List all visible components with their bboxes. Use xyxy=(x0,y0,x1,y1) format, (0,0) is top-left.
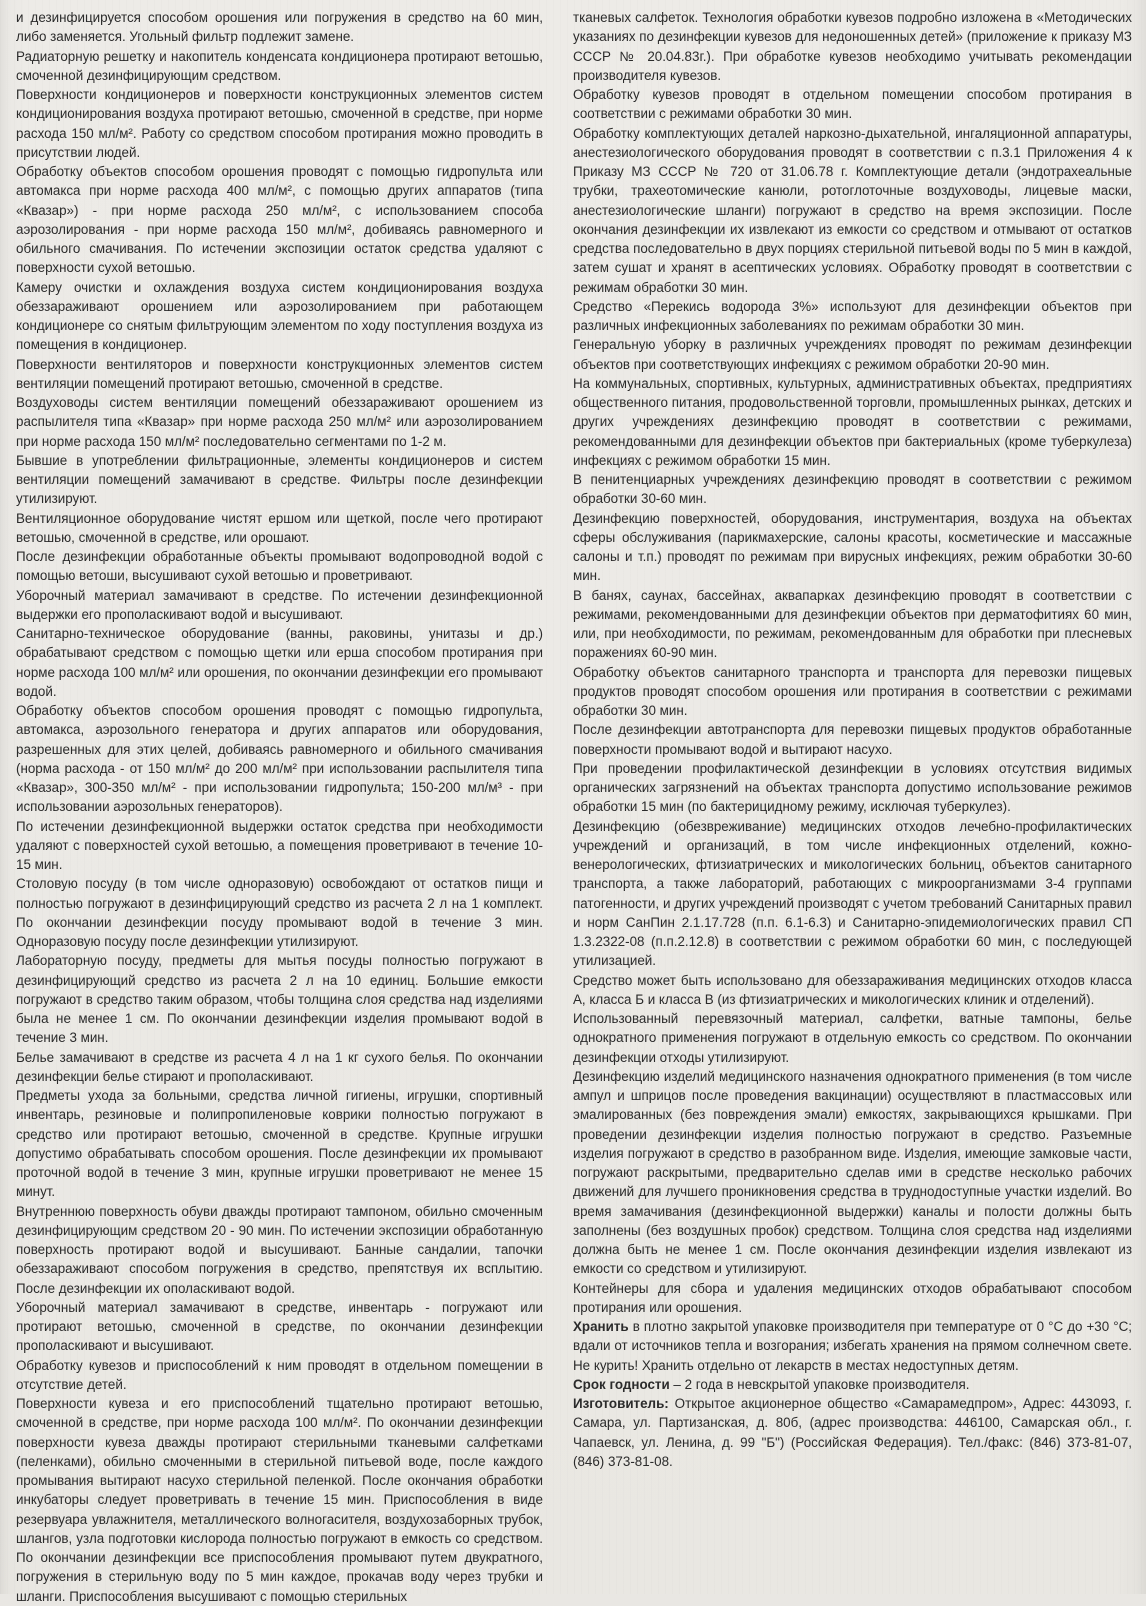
manufacturer-text: Открытое акционерное общество «Самарамедпром», Адрес: 443093, г. Самара, ул. Партизанская, д. 80б, (адрес производства: 446100, Самарская обл., г. Чапаевск, ул. Ленина, д. 99 "Б") (Российская Федерация). Тел./факс: (846) 373-81-07, (846) 373-81-08. xyxy=(573,1396,1132,1469)
paragraph: На коммунальных, спортивных, культурных, административных объектах, предприятиях общественного питания, продовольственной торговли, промышленных рынках, детских и других учреждениях дезинфекцию проводят в соответствии с режимами, рекомендованными для дезинфекции объектов при бактериальных (кроме туберкулеза) инфекциях с режимом обработки 15 мин. xyxy=(573,375,1132,468)
paragraph: Использованный перевязочный материал, салфетки, ватные тампоны, белье однократного применения погружают в отдельную емкость со средством. По окончании дезинфекции отходы утилизируют. xyxy=(573,1011,1132,1065)
paragraph: После дезинфекции обработанные объекты промывают водопроводной водой с помощью ветоши, высушивают сухой ветошью и проветривают. xyxy=(16,549,543,584)
shelf-life-text: – 2 года в невскрытой упаковке производителя. xyxy=(669,1376,970,1392)
paragraph: Обработку объектов способом орошения проводят с помощью гидропульта, автомакса, аэрозольного генератора и других аппаратов или оборудования, разрешенных для этих целей, добиваясь равномерного и обильного смачивания (норма расхода - от 150 мл/м² до 200 мл/м² при использовании распылителя типа «Квазар», 300-350 мл/м² - при использовании гидропульта; 150-200 мл/м³ - при использовании аэрозольных генераторов). xyxy=(16,703,543,815)
paragraph: Белье замачивают в средстве из расчета 4 л на 1 кг сухого белья. По окончании дезинфекции белье стирают и прополаскивают. xyxy=(16,1049,543,1084)
paragraph: Поверхности кондиционеров и поверхности конструкционных элементов систем кондиционирования воздуха протирают ветошью, смоченной в средстве, при норме расхода 150 мл/м². Работу со средством способом протирания можно проводить в присутствии людей. xyxy=(16,87,543,160)
shelf-life-label: Срок годности xyxy=(573,1376,670,1392)
paragraph: Лабораторную посуду, предметы для мытья посуды полностью погружают в дезинфицирующий средство из расчета 2 л на 10 единиц. Большие емкости погружают в средство таким образом, чтобы толщина слоя средства над изделиями была не менее 1 см. По окончании дезинфекции изделия промывают водой в течение 3 мин. xyxy=(16,953,543,1046)
paragraph: Генеральную уборку в различных учреждениях проводят по режимам дезинфекции объектов при соответствующих инфекциях с режимом обработки 20-90 мин. xyxy=(573,337,1132,372)
paragraph: Бывшие в употреблении фильтрационные, элементы кондиционеров и систем вентиляции помещений замачивают в средстве. Фильтры после дезинфекции утилизируют. xyxy=(16,452,543,507)
paragraph: тканевых салфеток. Технология обработки кувезов подробно изложена в «Методических указаниях по дезинфекции кувезов для недоношенных детей» (приложение к приказу МЗ СССР № 20.04.83г.). При обработке кувезов необходимо учитывать рекомендации производителя кувезов. xyxy=(573,10,1132,83)
paragraph: Санитарно-техническое оборудование (ванны, раковины, унитазы и др.) обрабатывают средством с помощью щетки или ерша способом протирания при норме расхода 100 мл/м² или орошения, по окончании дезинфекции его промывают водой. xyxy=(16,626,543,699)
manufacturer-paragraph xyxy=(573,1394,1132,1471)
paragraph: Дезинфекцию поверхностей, оборудования, инструментария, воздуха на объектах сферы обслуживания (парикмахерские, салоны красоты, косметические и массажные салоны и т.п.) проводят по режимам при вирусных инфекциях, режим обработки 30-60 мин. xyxy=(573,510,1132,584)
paragraph: Обработку объектов санитарного транспорта и транспорта для перевозки пищевых продуктов проводят способом орошения или протирания в соответствии с режимами обработки 30 мин. xyxy=(573,664,1132,718)
paragraph: Обработку кувезов и приспособлений к ним проводят в отдельном помещении в отсутствие детей. xyxy=(16,1357,543,1392)
paragraph: Средство может быть использовано для обеззараживания медицинских отходов класса А, класса Б и класса В (из фтизиатрических и микологических клиник и отделений). xyxy=(573,972,1132,1007)
paragraph: Уборочный материал замачивают в средстве. По истечении дезинфекционной выдержки его прополаскивают водой и высушивают. xyxy=(16,587,543,622)
paragraph: После дезинфекции автотранспорта для перевозки пищевых продуктов обработанные поверхности промывают водой и вытирают насухо. xyxy=(573,722,1132,757)
paragraph: Дезинфекцию (обезвреживание) медицинских отходов лечебно-профилактических учреждений и организаций, в том числе инфекционных отделений, кожно-венерологических, фтизиатрических и микологических больниц, объектов санитарного транспорта, а также лабораторий, работающих с микроорганизмами 3-4 группами патогенности, и других учреждений производят с учетом требований Санитарных правил и норм СанПин 2.1.17.728 (п.п. 6.1-6.3) и Санитарно-эпидемиологических правил СП 1.3.2322-08 (п.п.2.12.8) в соответствии с режимом обработки 60 мин, с последующей утилизацией. xyxy=(573,818,1132,969)
paragraph: Уборочный материал замачивают в средстве, инвентарь - погружают или протирают ветошью, смоченной в средстве, по окончании дезинфекции прополаскивают и высушивают. xyxy=(16,1299,543,1354)
right-text-column xyxy=(573,8,1146,1594)
paragraph: Внутреннюю поверхность обуви дважды протирают тампоном, обильно смоченным дезинфицирующим средством 20 - 90 мин. По истечении экспозиции обработанную поверхность протирают водой и высушивают. Банные сандалии, тапочки обеззараживают способом погружения в средство, препятствуя их всплытию. После дезинфекции их ополаскивают водой. xyxy=(16,1203,543,1296)
paragraph: Воздуховоды систем вентиляции помещений обеззараживают орошением из распылителя типа «Квазар» при норме расхода 250 мл/м² или аэрозолированием при норме расхода 150 мл/м² последовательно сегментами по 1-2 м. xyxy=(16,395,543,449)
paragraph: Столовую посуду (в том числе одноразовую) освобождают от остатков пищи и полностью погружают в дезинфицирующий средство из расчета 2 л на 1 комплект. По окончании дезинфекции посуду промывают водой в течение 3 мин. Одноразовую посуду после дезинфекции утилизируют. xyxy=(16,876,543,949)
paragraph: В пенитенциарных учреждениях дезинфекцию проводят в соответствии с режимом обработки 30-60 мин. xyxy=(573,472,1132,507)
paragraph: Дезинфекцию изделий медицинского назначения однократного применения (в том числе ампул и шприцов после проведения вакцинации) осуществляют в пластмассовых или эмалированных (без повреждения эмали) емкостях, закрывающихся крышками. При проведении дезинфекции изделия полностью погружают в средство. Разъемные изделия погружают в средство в разобранном виде. Изделия, имеющие замковые части, погружают раскрытыми, предварительно сделав ими в средстве несколько рабочих движений для лучшего проникновения средства в труднодоступные участки изделий. Во время замачивания (дезинфекционной выдержки) каналы и полости должны быть заполнены (без воздушных пробок) средством. Толщина слоя средства над изделиями должна быть не менее 1 см. После окончания дезинфекции изделия извлекают из емкости со средством и утилизируют. xyxy=(573,1068,1132,1277)
storage-text: в плотно закрытой упаковке производителя при температуре от 0 °С до +30 °С; вдали от источников тепла и возгорания; избегать хранения на прямом солнечном свете. Не курить! Хранить отдельно от лекарств в местах недоступных детям. xyxy=(573,1319,1132,1373)
paragraph: Контейнеры для сбора и удаления медицинских отходов обрабатывают способом протирания или орошения. xyxy=(573,1280,1132,1315)
paragraph: Радиаторную решетку и накопитель конденсата кондиционера протирают ветошью, смоченной дезинфицирующим средством. xyxy=(16,48,543,83)
paragraph: Поверхности кувеза и его приспособлений тщательно протирают ветошью, смоченной в средстве, при норме расхода 100 мл/м². По окончании дезинфекции поверхности кувеза дважды протирают стерильными тканевыми салфетками (пеленками), обильно смоченными в стерильной питьевой воде, после каждого промывания вытирают насухо стерильной пеленкой. После окончания обработки инкубаторы следует проветривать в течение 15 мин. Приспособления в виде резервуара увлажнителя, металлического волногасителя, воздухозаборных трубок, шлангов, узла подготовки кислорода полностью погружают в емкость со средством. По окончании дезинфекции все приспособления промывают путем двукратного, погружения в стерильную воду по 5 мин каждое, прокачав воду через трубки и шланги. Приспособления высушивают с помощью стерильных xyxy=(16,1396,543,1604)
paragraph: Поверхности вентиляторов и поверхности конструкционных элементов систем вентиляции помещений протирают ветошью, смоченной в средстве. xyxy=(16,356,543,391)
left-text-column xyxy=(0,8,573,1604)
paragraph: и дезинфицируется способом орошения или погружения в средство на 60 мин, либо заменяется. Угольный фильтр подлежит замене. xyxy=(16,10,543,45)
storage-paragraph xyxy=(573,1317,1132,1375)
paragraph: Камеру очистки и охлаждения воздуха систем кондиционирования воздуха обеззараживают орошением или аэрозолированием при работающем кондиционере со снятым фильтрующим элементом по ходу поступления воздуха из помещения в кондиционер. xyxy=(16,279,543,353)
paragraph: Предметы ухода за больными, средства личной гигиены, игрушки, спортивный инвентарь, резиновые и полипропиленовые коврики полностью погружают в средство или протирают ветошью, смоченной в средстве. Крупные игрушки допустимо обрабатывать способом орошения. После дезинфекции их промывают проточной водой в течение 3 мин, крупные игрушки проветривают не менее 15 минут. xyxy=(16,1088,543,1200)
paragraph: Вентиляционное оборудование чистят ершом или щеткой, после чего протирают ветошью, смоченной в средстве, или орошают. xyxy=(16,510,543,545)
paragraph: Обработку комплектующих деталей наркозно-дыхательной, ингаляционной аппаратуры, анестезиологического оборудования проводят в соответствии с п.3.1 Приложения 4 к Приказу МЗ СССР № 720 от 31.06.78 г. Комплектующие детали (эндотрахеальные трубки, трахеотомические канюли, ротоглоточные воздуховоды, лицевые маски, анестезиологические шланги) погружают в средство на время экспозиции. После окончания дезинфекции их извлекают из емкости со средством и отмывают от остатков средства последовательно в двух порциях стерильной питьевой воды по 5 мин в каждой, затем сушат и хранят в асептических условиях. Обработку проводят в соответствии с режимам обработки 30 мин. xyxy=(573,125,1132,295)
storage-label: Хранить xyxy=(573,1319,629,1334)
paragraph: При проведении профилактической дезинфекции в условиях отсутствия видимых органических загрязнений на объектах транспорта допустимо использование режимов обработки 15 мин (по бактерицидному режиму, исключая туберкулез). xyxy=(573,760,1132,815)
paragraph: Обработку кувезов проводят в отдельном помещении способом протирания в соответствии с режимами обработки 30 мин. xyxy=(573,87,1132,122)
paragraph: Средство «Перекись водорода 3%» используют для дезинфекции объектов при различных инфекционных заболеваниях по режимам обработки 30 мин. xyxy=(573,298,1132,333)
paragraph: По истечении дезинфекционной выдержки остаток средства при необходимости удаляют с поверхностей сухой ветошью, а помещения проветривают в течение 10-15 мин. xyxy=(16,818,543,872)
two-column-layout xyxy=(0,8,1146,1604)
manufacturer-label: Изготовитель: xyxy=(573,1396,669,1411)
paragraph: Обработку объектов способом орошения проводят с помощью гидропульта или автомакса при норме расхода 400 мл/м², с помощью других аппаратов (типа «Квазар») - при норме расхода 250 мл/м², с использованием способа аэрозолирования - при норме расхода 150 мл/м², добиваясь равномерного и обильного смачивания. По истечении экспозиции остаток средства удаляют с поверхности сухой ветошью. xyxy=(16,164,543,276)
shelf-life-paragraph xyxy=(573,1375,1132,1394)
paragraph: В банях, саунах, бассейнах, аквапарках дезинфекцию проводят в соответствии с режимами, рекомендованными для дезинфекции объектов при дерматофитиях 60 мин, или, при необходимости, по режимам, рекомендованным для обработки при плесневых поражениях 60-90 мин. xyxy=(573,587,1132,661)
